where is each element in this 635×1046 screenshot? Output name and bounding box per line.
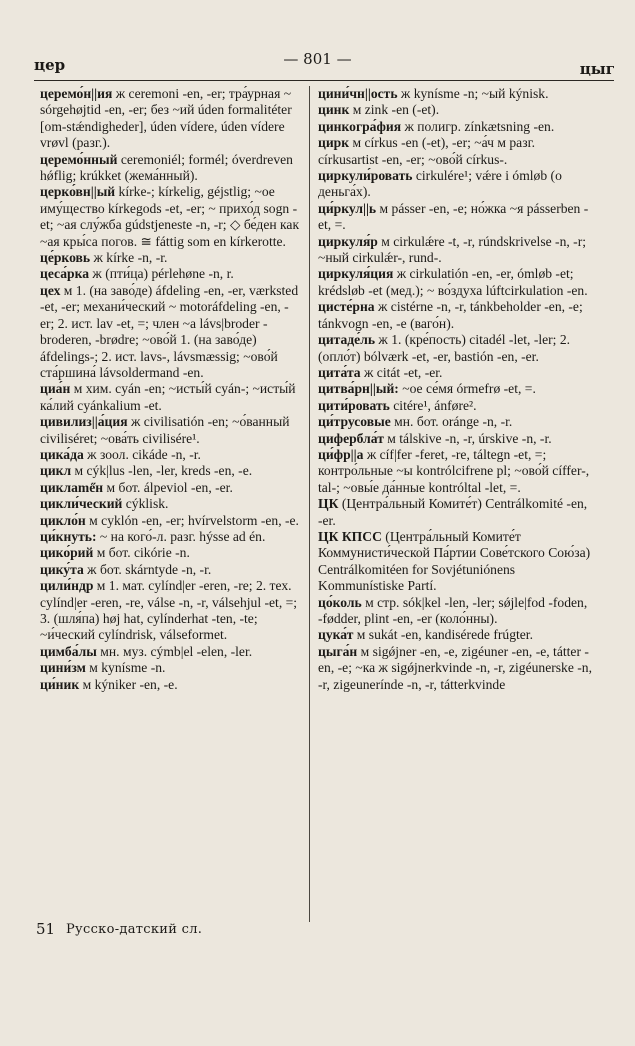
entry-headword: цита́та <box>318 364 361 380</box>
entry-definition: м бот. álpeviol -en, -er. <box>103 479 233 495</box>
dictionary-entry <box>318 644 595 693</box>
entry-definition: м pásser -en, -e; но́жка ~я pásserben -et, =. <box>318 200 589 233</box>
entry-headword: цисте́рна <box>318 299 375 315</box>
dictionary-entry <box>318 135 595 168</box>
entry-definition: ж (пти́ца) pérlehøne -n, r. <box>89 266 234 282</box>
entry-headword: цифербла́т <box>318 430 384 446</box>
dictionary-entry <box>318 86 595 102</box>
entry-definition: ж citát -et, -er. <box>360 364 443 380</box>
dictionary-entry <box>318 332 595 365</box>
entry-headword: церко́вн||ый <box>40 184 116 200</box>
entry-headword: цико́рий <box>40 545 94 561</box>
entry-headword: цех <box>40 282 61 298</box>
entry-definition: м kýniker -en, -e. <box>79 676 178 692</box>
dictionary-entry <box>40 529 300 545</box>
dictionary-entry <box>318 447 595 496</box>
entry-definition: ~ое се́мя órmefrø -et, =. <box>398 381 536 397</box>
dictionary-entry <box>40 447 300 463</box>
page-number: — 801 — <box>283 50 352 68</box>
dictionary-entry <box>40 283 300 381</box>
entry-headword: цитва́рн||ый: <box>318 381 399 397</box>
entry-headword: ЦК КПСС <box>318 528 382 544</box>
entry-headword: цимба́лы <box>40 643 97 659</box>
entry-headword: цирк <box>318 135 350 151</box>
entry-definition: kírke-; kírkelig, géjstlig; ~ое иму́щество kírkegods -et, -er; ~ прихо́д sogn -et; ~ая слу́жба gúdstjeneste -n, -r; ◇ бе́ден как ~ая кры́са погов. ≅ fáttig som en kírkerotte. <box>40 184 300 249</box>
entry-headword: ЦК <box>318 496 339 512</box>
entry-headword: цини́зм <box>40 660 86 676</box>
entry-definition: м 1. (на заво́де) áfdeling -en, -er, værksted -et, -er; механи́ческий ~ motoráfdeling -en, -er; 2. ист. lav -et, =; член ~а lávs|broder -broderen, -brødre; ~ово́й 1. (на заво́де) áfdelings-; 2. ист. lavs-, lávsmæssig; ~ово́й ста́ршина́ lávsoldermand -en. <box>40 282 299 380</box>
entry-definition: ж cíf|fer -feret, -re, táltegn -et, =; контро́льные ~ы kontrólcifrene pl; ~ово́й cíffer-, tal-; ~овы́е да́нные kontróltal -let, =. <box>318 446 590 495</box>
entry-definition: м kynísme -n. <box>85 660 166 676</box>
entry-definition: м tálskive -n, -r, úrskive -n, -r. <box>383 430 552 446</box>
entry-headword: цыга́н <box>318 643 358 659</box>
dictionary-entry <box>318 595 595 628</box>
entry-definition: ж kírke -n, -r. <box>90 250 168 266</box>
entry-definition: ж civilisatión -en; ~о́ванный civiliséret; ~ова́ть civilisére¹. <box>40 414 290 446</box>
dictionary-entry <box>318 168 595 201</box>
entry-definition: ceremoniél; formél; óverdreven hǿflig; krúkket (жема́нный). <box>40 151 293 184</box>
entry-definition: м бот. cikórie -n. <box>93 545 190 561</box>
dictionary-entry <box>318 398 595 414</box>
entry-headword: циа́н <box>40 381 71 397</box>
dictionary-entry <box>40 562 300 578</box>
entry-definition: мн. муз. cýmb|el -elen, -ler. <box>96 643 253 659</box>
dictionary-entry <box>40 414 300 447</box>
entry-headword: циркуля́р <box>318 233 378 249</box>
entry-headword: ци́фр||а <box>318 446 364 462</box>
entry-definition: ж cirkulatión -en, -er, ómløb -et; krédsløb -et (мед.); ~ во́здуха lúftcirkulation -en. <box>318 266 588 298</box>
entry-definition: м хим. cyán -en; ~исты́й cyán-; ~исты́й ка́лий cyánkalium -et. <box>40 381 296 413</box>
dictionary-entry <box>318 266 595 299</box>
entry-headword: церемо́н||ия <box>40 86 113 101</box>
dictionary-entry <box>318 102 595 118</box>
dictionary-entry <box>318 299 595 332</box>
entry-headword: цинкогра́фия <box>318 118 402 134</box>
entry-headword: циркули́ровать <box>318 168 413 184</box>
entry-headword: церемо́нный <box>40 151 118 167</box>
entry-headword: цинк <box>318 102 350 118</box>
column-divider <box>309 86 310 922</box>
entry-definition: м 1. мат. cylínd|er -eren, -re; 2. тех. cylínd|er -eren, -re, válse -n, -r, válsehjul -et, =; 3. (шля́па) høj hat, cylínderhat -ten, -te; ~и́ческий cylíndrisk, válseformet. <box>40 578 298 643</box>
dictionary-entry <box>40 86 300 152</box>
dictionary-entry <box>40 660 300 676</box>
signature-number: 51 <box>36 920 56 938</box>
entry-definition: cýklisk. <box>122 496 169 512</box>
entry-definition: ж 1. (кре́пость) citadél -let, -ler; 2. (опло́т) bólværk -et, -er, bastión -en, -er. <box>318 332 571 364</box>
entry-definition: ж полигр. zínkætsning -en. <box>401 118 555 134</box>
entry-headword: цитаде́ль <box>318 332 376 348</box>
entry-headword: цини́чн||ость <box>318 86 398 101</box>
dictionary-entry <box>40 496 300 512</box>
entry-headword: цика́да <box>40 446 84 462</box>
entry-headword: цука́т <box>318 627 354 643</box>
dictionary-entry <box>318 496 595 529</box>
dictionary-entry <box>318 119 595 135</box>
entry-definition: (Центра́льный Комите́т) Centrálkomité -en, -er. <box>318 496 588 528</box>
running-head-right: цыг <box>579 60 615 78</box>
dictionary-entry <box>40 463 300 479</box>
entry-headword: циклame̋н <box>40 479 104 495</box>
dictionary-entry <box>318 627 595 643</box>
entry-headword: цикло́н <box>40 512 86 528</box>
header-rule <box>34 80 614 81</box>
dictionary-entry <box>318 365 595 381</box>
entry-definition: ж зоол. cikáde -n, -r. <box>83 446 201 462</box>
entry-definition: м sukát -en, kandisérede frúgter. <box>353 627 533 643</box>
dictionary-entry <box>40 152 300 185</box>
dictionary-entry <box>40 480 300 496</box>
entry-headword: цо́коль <box>318 594 362 610</box>
dictionary-entry <box>40 545 300 561</box>
dictionary-entry <box>318 234 595 267</box>
right-column <box>318 86 595 693</box>
entry-definition: м církus -en (-et), -er; ~а́ч м разг. církusartist -en, -er; ~ово́й církus-. <box>318 135 536 167</box>
dictionary-entry <box>40 266 300 282</box>
dictionary-entry <box>318 529 595 595</box>
dictionary-entry <box>40 677 300 693</box>
entry-definition: м cirkulǽre -t, -r, rúndskrivelse -n, -r; ~ный cirkulǽr-, rund-. <box>318 233 587 266</box>
entry-definition: ж бот. skárntyde -n, -r. <box>83 561 212 577</box>
entry-definition: cirkulére¹; vǽre i ómløb (о деньга́х). <box>318 168 562 200</box>
dictionary-entry <box>40 381 300 414</box>
left-column <box>40 86 300 693</box>
entry-definition: citére¹, ánføre². <box>389 397 477 413</box>
dictionary-entry <box>40 250 300 266</box>
entry-headword: ци́кнуть: <box>40 528 97 544</box>
signature-title: Русско-датский сл. <box>66 922 203 937</box>
running-head-left: цер <box>34 56 66 74</box>
entry-headword: ци́трусовые <box>318 414 391 430</box>
dictionary-entry <box>318 201 595 234</box>
entry-headword: цили́ндр <box>40 578 94 594</box>
entry-definition: ж ceremoni -en, -er; тра́урная ~ sórgehøjtid -en, -er; без ~ий úden formalitéter [om-stǽndigheder], úden vídere, úden vídere vrøvl (разг.). <box>40 86 292 151</box>
entry-headword: ци́ник <box>40 676 80 692</box>
entry-headword: цику́та <box>40 561 84 577</box>
entry-headword: ци́ркул||ь <box>318 200 377 216</box>
dictionary-entry <box>40 513 300 529</box>
dictionary-entry <box>318 414 595 430</box>
entry-definition: мн. бот. oránge -n, -r. <box>390 414 513 430</box>
entry-definition: ж kynísme -n; ~ый kýnisk. <box>397 86 549 101</box>
dictionary-entry <box>40 578 300 644</box>
entry-definition: м стр. sók|kel -len, -ler; sǿjle|fod -foden, -fødder, plint -en, -er (коло́нны). <box>318 594 588 626</box>
entry-headword: цити́ровать <box>318 397 390 413</box>
entry-definition: м zink -en (-et). <box>349 102 440 118</box>
entry-definition: м cýk|lus -len, -ler, kreds -en, -e. <box>71 463 253 479</box>
entry-definition: м sigǿjner -en, -e, zigéuner -en, -e, tátter -en, -e; ~ка ж sigǿjnerkvinde -n, -r, zigéunerske -n, -r, zigeunerínde -n, -r, tátterkvinde <box>318 643 592 692</box>
dictionary-entry <box>318 381 595 397</box>
dictionary-entry <box>40 644 300 660</box>
entry-headword: це́рковь <box>40 250 91 266</box>
entry-definition: ж cistérne -n, -r, tánkbeholder -en, -e; tánkvogn -en, -e (ваго́н). <box>318 299 583 331</box>
dictionary-entry <box>40 184 300 250</box>
entry-headword: циркуля́ция <box>318 266 394 282</box>
entry-headword: цикл <box>40 463 72 479</box>
entry-definition: ~ на кого́-л. разг. hýsse ad én. <box>96 528 266 544</box>
dictionary-entry <box>318 431 595 447</box>
entry-headword: цеса́рка <box>40 266 90 282</box>
entry-headword: цикли́ческий <box>40 496 123 512</box>
entry-definition: (Центра́льный Комите́т Коммунисти́ческой Па́ртии Сове́тского Сою́за) Centrálkomitéen for Sovjétuniónens Kommunístiske Partí. <box>318 528 591 594</box>
entry-headword: цивилиз||а́ция <box>40 414 128 430</box>
entry-definition: м cyklón -en, -er; hvírvelstorm -en, -e. <box>85 512 299 528</box>
